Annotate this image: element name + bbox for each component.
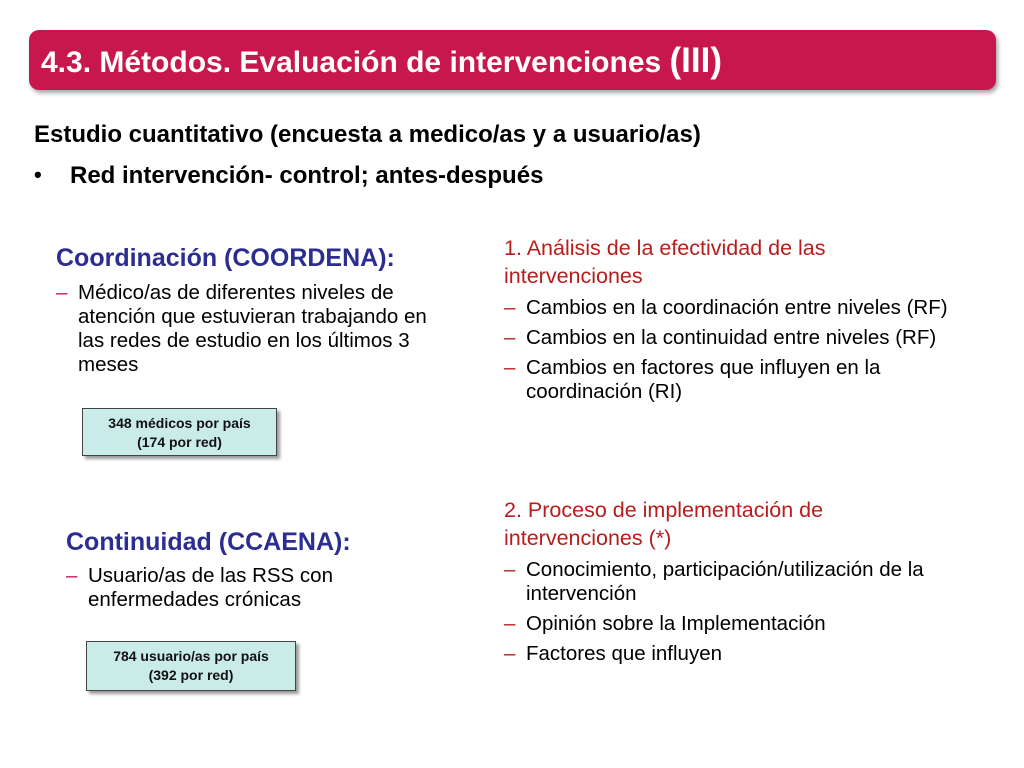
list-item: – Cambios en la continuidad entre niveles (RF) bbox=[504, 326, 937, 349]
user-count-box bbox=[86, 641, 296, 691]
continuity-heading: Continuidad (CCAENA): bbox=[66, 528, 351, 556]
list-item: – Cambios en la coordinación entre niveles (RF) bbox=[504, 296, 948, 319]
list-item: – Factores que influyen bbox=[504, 642, 723, 665]
study-subtitle: Estudio cuantitativo (encuesta a medico/as y a usuario/as) bbox=[34, 121, 701, 148]
list-item: – Usuario/as de las RSS con enfermedades crónicas bbox=[66, 564, 333, 611]
bullet-icon: • bbox=[34, 162, 42, 187]
coordination-list bbox=[56, 281, 446, 383]
analysis-heading: 1. Análisis de la efectividad de las intervenciones bbox=[504, 236, 826, 288]
analysis-list bbox=[504, 296, 994, 410]
doctor-count-box bbox=[82, 408, 277, 456]
count-subtext: (392 por red) bbox=[148, 667, 234, 683]
list-item: – Médico/as de diferentes niveles de atención que estuvieran trabajando en las redes de estudio en los últimos 3 meses bbox=[56, 281, 427, 376]
process-list bbox=[504, 558, 994, 672]
slide-title: 4.3. Métodos. Evaluación de intervenciones (III) bbox=[41, 41, 723, 80]
intro-bullet-text: Red intervención- control; antes-después bbox=[70, 162, 544, 189]
list-item: – Cambios en factores que influyen en la coordinación (RI) bbox=[504, 356, 881, 403]
count-text: 348 médicos por país bbox=[108, 415, 251, 431]
list-item: – Opinión sobre la Implementación bbox=[504, 612, 826, 635]
count-subtext: (174 por red) bbox=[137, 434, 222, 450]
coordination-heading: Coordinación (COORDENA): bbox=[56, 244, 395, 272]
process-heading: 2. Proceso de implementación de intervenciones (*) bbox=[504, 498, 824, 550]
count-text: 784 usuario/as por país bbox=[113, 648, 269, 664]
list-item: – Conocimiento, participación/utilización de la intervención bbox=[504, 558, 924, 605]
title-bar bbox=[29, 30, 996, 90]
continuity-list bbox=[66, 564, 406, 618]
